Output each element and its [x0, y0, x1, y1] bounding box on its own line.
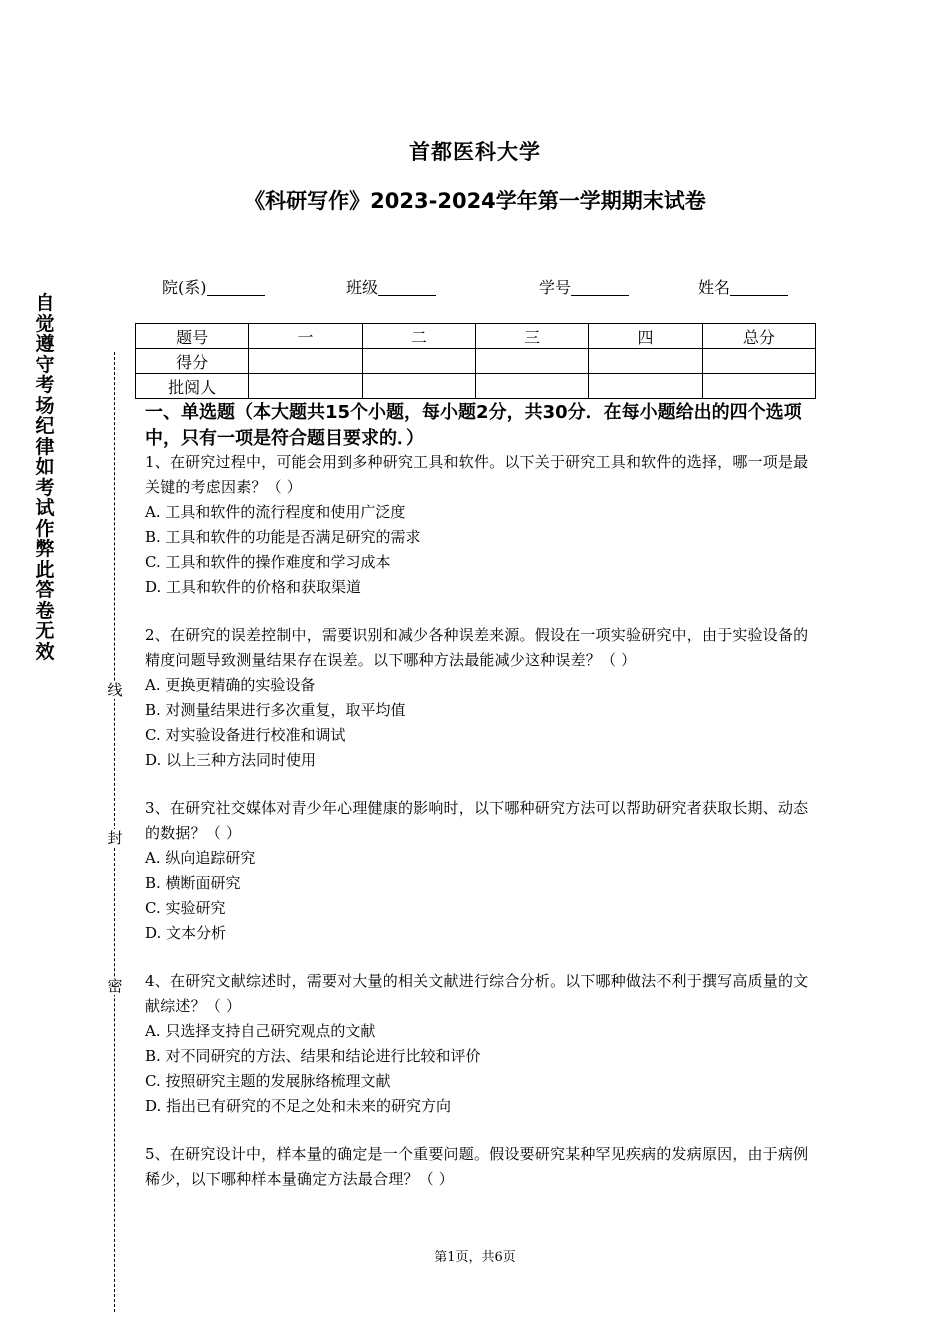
score-table — [135, 323, 816, 399]
score-cell[interactable] — [362, 349, 475, 374]
grader-row — [136, 374, 816, 399]
score-cell[interactable] — [589, 349, 702, 374]
option-c[interactable]: C. 按照研究主题的发展脉络梳理文献 — [145, 1072, 391, 1090]
question-stem: 5、在研究设计中，样本量的确定是一个重要问题。假设要研究某种罕见疾病的发病原因，由于病例稀少，以下哪种样本量确定方法最合理？（ ） — [145, 1145, 809, 1188]
class-label: 班级 — [346, 278, 379, 297]
binding-warning-char: 守 — [35, 353, 55, 376]
score-cell[interactable] — [475, 349, 588, 374]
question-stem: 3、在研究社交媒体对青少年心理健康的影响时，以下哪种研究方法可以帮助研究者获取长期、动态的数据？（ ） — [145, 799, 809, 842]
name-blank[interactable] — [730, 279, 788, 296]
binding-warning-char: 自 — [35, 292, 55, 314]
binding-warning-char: 觉 — [35, 312, 55, 335]
student-id-label: 学号 — [539, 278, 572, 297]
grader-cell[interactable] — [475, 374, 588, 399]
question-stem: 1、在研究过程中，可能会用到多种研究工具和软件。以下关于研究工具和软件的选择，哪一项是最关键的考虑因素？（ ） — [145, 453, 809, 496]
binding-warning-char: 效 — [35, 640, 55, 663]
question-4 — [145, 969, 810, 1119]
name-field[interactable] — [698, 275, 788, 298]
class-blank[interactable] — [378, 279, 436, 296]
department-label: 院(系) — [162, 278, 207, 297]
binding-warning-char: 考 — [35, 476, 55, 499]
option-b[interactable]: B. 横断面研究 — [145, 874, 241, 892]
option-a[interactable]: A. 更换更精确的实验设备 — [145, 676, 316, 694]
binding-warning-char: 无 — [35, 620, 55, 642]
binding-warning-char: 答 — [35, 579, 55, 601]
option-d[interactable]: D. 工具和软件的价格和获取渠道 — [145, 578, 362, 596]
student-id-blank[interactable] — [571, 279, 629, 296]
binding-secret-char: 密 — [107, 977, 123, 995]
binding-line-char: 线 — [107, 681, 123, 699]
score-row-label: 得分 — [136, 349, 249, 374]
binding-seal-char: 封 — [107, 829, 123, 847]
header-cell-part-2: 二 — [362, 324, 475, 349]
header-cell-part-4: 四 — [589, 324, 702, 349]
option-d[interactable]: D. 以上三种方法同时使用 — [145, 751, 317, 769]
option-d[interactable]: D. 文本分析 — [145, 924, 227, 942]
question-stem: 4、在研究文献综述时，需要对大量的相关文献进行综合分析。以下哪种做法不利于撰写高质量的文献综述？（ ） — [145, 972, 809, 1015]
department-blank[interactable] — [207, 279, 265, 296]
question-list — [145, 450, 810, 1215]
binding-warning-char: 作 — [35, 517, 55, 540]
binding-warning-char: 纪 — [35, 415, 55, 437]
grader-cell[interactable] — [362, 374, 475, 399]
option-a[interactable]: A. 只选择支持自己研究观点的文献 — [145, 1022, 376, 1040]
class-field[interactable] — [346, 275, 436, 298]
header-cell-part-3: 三 — [475, 324, 588, 349]
question-1 — [145, 450, 810, 600]
department-field[interactable] — [162, 275, 265, 298]
question-3 — [145, 796, 810, 946]
name-label: 姓名 — [698, 278, 731, 297]
score-row — [136, 349, 816, 374]
option-a[interactable]: A. 工具和软件的流行程度和使用广泛度 — [145, 503, 406, 521]
page-number: 第1页，共6页 — [434, 1250, 516, 1265]
binding-warning-char: 试 — [35, 497, 55, 519]
grader-cell[interactable] — [249, 374, 362, 399]
binding-warning-text — [34, 293, 56, 662]
binding-warning-char: 场 — [35, 394, 55, 417]
binding-warning-char: 如 — [35, 456, 55, 478]
header-cell-question-no: 题号 — [136, 324, 249, 349]
question-2 — [145, 623, 810, 773]
option-b[interactable]: B. 工具和软件的功能是否满足研究的需求 — [145, 528, 421, 546]
exam-title: 《科研写作》2023-2024学年第一学期期末试卷 — [244, 189, 706, 213]
header-cell-total: 总分 — [702, 324, 815, 349]
student-id-field[interactable] — [539, 275, 629, 298]
header-cell-part-1: 一 — [249, 324, 362, 349]
section-heading: 一、单选题（本大题共15个小题，每小题2分，共30分．在每小题给出的四个选项中，只有一项是符合题目要求的．） — [145, 402, 802, 449]
question-stem: 2、在研究的误差控制中，需要识别和减少各种误差来源。假设在一项实验研究中，由于实验设备的精度问题导致测量结果存在误差。以下哪种方法最能减少这种误差？（ ） — [145, 626, 809, 669]
question-5 — [145, 1142, 810, 1192]
binding-warning-char: 考 — [35, 374, 55, 396]
binding-warning-char: 遵 — [35, 333, 55, 355]
binding-warning-char: 此 — [35, 558, 55, 581]
option-c[interactable]: C. 对实验设备进行校准和调试 — [145, 726, 346, 744]
university-name: 首都医科大学 — [409, 140, 541, 164]
option-c[interactable]: C. 实验研究 — [145, 899, 226, 917]
option-b[interactable]: B. 对不同研究的方法、结果和结论进行比较和评价 — [145, 1047, 481, 1065]
option-c[interactable]: C. 工具和软件的操作难度和学习成本 — [145, 553, 391, 571]
grader-cell[interactable] — [702, 374, 815, 399]
score-cell[interactable] — [249, 349, 362, 374]
option-a[interactable]: A. 纵向追踪研究 — [145, 849, 256, 867]
binding-warning-char: 律 — [35, 435, 55, 458]
score-table-header-row — [136, 324, 816, 349]
option-d[interactable]: D. 指出已有研究的不足之处和未来的研究方向 — [145, 1097, 452, 1115]
option-b[interactable]: B. 对测量结果进行多次重复，取平均值 — [145, 701, 406, 719]
score-cell[interactable] — [702, 349, 815, 374]
binding-warning-char: 卷 — [35, 599, 55, 622]
grader-cell[interactable] — [589, 374, 702, 399]
grader-row-label: 批阅人 — [136, 374, 249, 399]
binding-warning-char: 弊 — [35, 538, 55, 560]
